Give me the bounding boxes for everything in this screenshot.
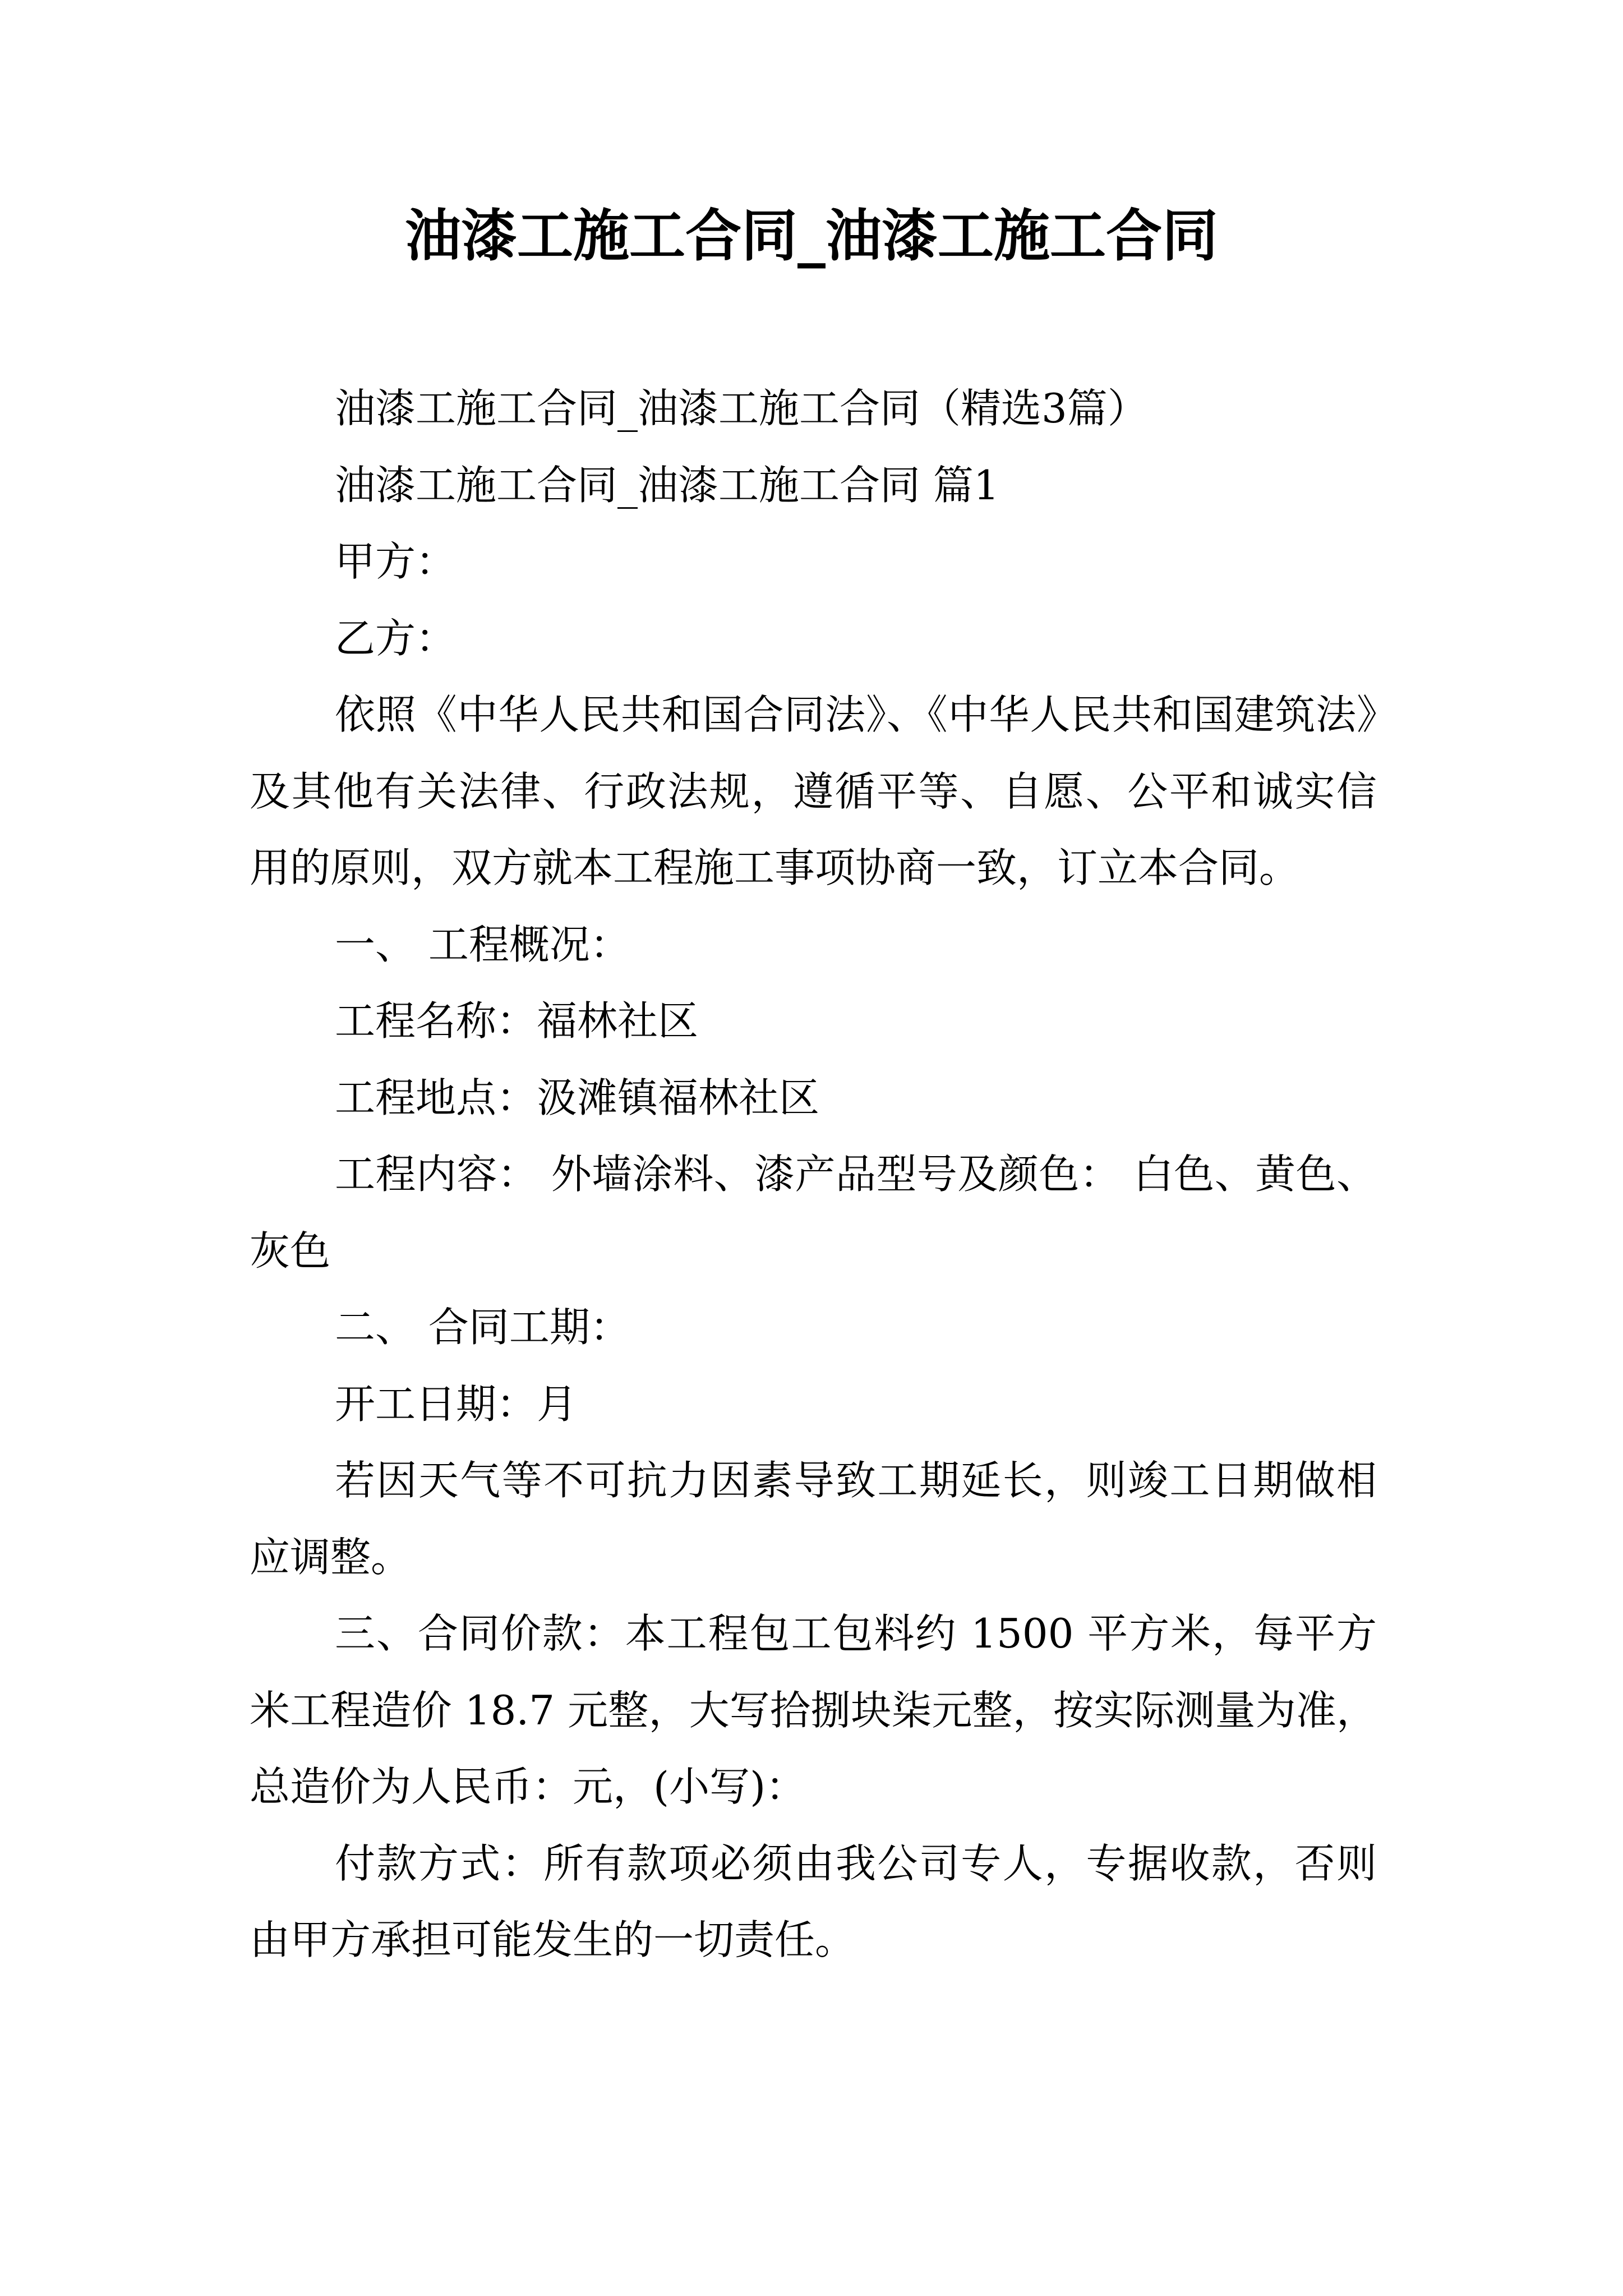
paragraph-section-heading: 油漆工施工合同_油漆工施工合同 篇1 [335, 461, 999, 509]
paragraph-contract-period: 二、 合同工期： [335, 1304, 630, 1351]
paragraph-project-content: 工程内容： 外墙涂料、漆产品型号及颜色： 白色、黄色、灰色 [250, 1151, 1377, 1274]
paragraph-party-a: 甲方： [335, 538, 457, 585]
paragraph-project-name: 工程名称：福林社区 [335, 997, 699, 1045]
paragraph-force-majeure: 若因天气等不可抗力因素导致工期延长，则竣工日期做相应调整。 [250, 1457, 1377, 1581]
paragraph-contract-price: 三、合同价款：本工程包工包料约 1500 平方米，每平方米工程造价 18.7 元整，大写拾捌块柒元整，按实际测量为准，总造价为人民币：元，(小写)： [250, 1610, 1377, 1810]
paragraph-subtitle: 油漆工施工合同_油漆工施工合同（精选3篇） [335, 385, 1148, 432]
paragraph-project-location: 工程地点：汲滩镇福林社区 [335, 1074, 820, 1121]
document-title: 油漆工施工合同_油漆工施工合同 [405, 203, 1218, 269]
paragraph-party-b: 乙方： [335, 614, 457, 662]
paragraph-project-overview: 一、 工程概况： [335, 921, 630, 968]
paragraph-payment-method: 付款方式：所有款项必须由我公司专人，专据收款，否则由甲方承担可能发生的一切责任。 [250, 1839, 1377, 1963]
paragraph-preamble: 依照《中华人民共和国合同法》、《中华人民共和国建筑法》及其他有关法律、行政法规，遵循平等、自愿、公平和诚实信用的原则，双方就本工程施工事项协商一致，订立本合同。 [250, 691, 1377, 891]
paragraph-start-date: 开工日期：月 [335, 1380, 578, 1428]
document-body [250, 370, 1377, 1978]
